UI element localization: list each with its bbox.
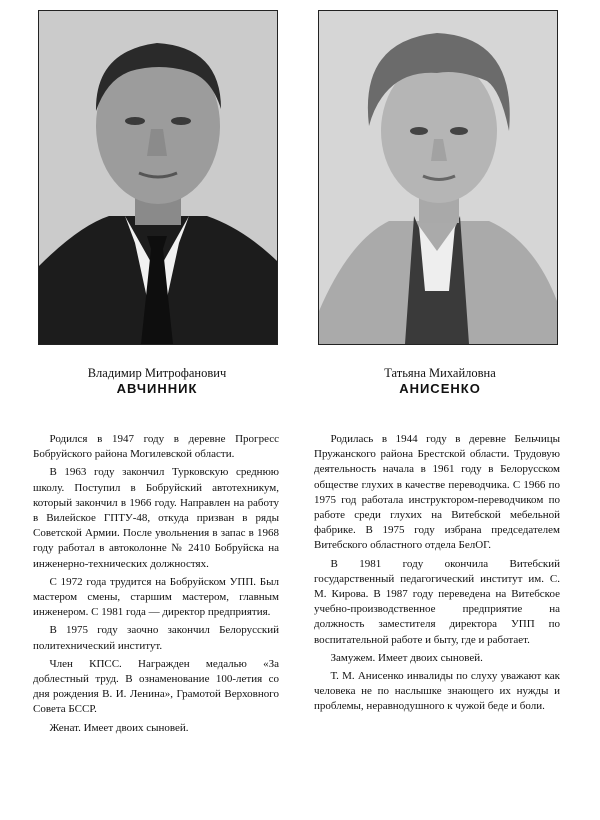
man-portrait-illustration — [39, 11, 277, 344]
bio-paragraph: Член КПСС. Награжден медалью «За доблестный труд. В ознаменование 100-летия со дня рождения В. И. Ленина», Грамотой Верховного Совета БССР. — [33, 657, 279, 716]
portrait-photo-left — [38, 10, 278, 345]
bio-paragraph: Женат. Имеет двоих сыновей. — [49, 721, 189, 734]
bio-paragraph: Родилась в 1944 году в деревне Бельчицы Пружанского района Брестской области. Трудовую деятельность начала в 1961 году в Белорусском обществе глухих в качестве переводчика. С 1966 по 1975 год работала инструктором-переводчиком по работе среди глухих на Витебской мебельной фабрике. В 1975 году избрана председателем Витебского областного отдела БелОГ. — [314, 433, 560, 552]
bio-paragraph: Родился в 1947 году в деревне Прогресс Бобруйского района Могилевской области. — [33, 433, 279, 461]
portrait-photo-right — [318, 10, 558, 345]
bio-paragraph: С 1972 года трудится на Бобруйском УПП. Был мастером смены, старшим мастером, главным инженером. С 1981 года — директор предприятия. — [33, 575, 279, 619]
bio-paragraph: В 1963 году закончил Турковскую среднюю школу. Поступил в Бобруйский автотехникум, который закончил в 1966 году. Направлен на работу в Вилейское ГПТУ-48, откуда призван в ряды Советской Армии. После увольнения в запас в 1968 году работал в автоколонне № 2410 Бобруйска на инженерно-технических должностях. — [33, 466, 279, 570]
biography-right — [314, 432, 560, 718]
given-names-right: Татьяна Михайловна — [384, 366, 496, 380]
bio-paragraph: В 1981 году окончила Витебский государственный педагогический институт им. С. М. Кирова. В 1987 году переведена на Витебское учебно-производственное предприятие на должность заместителя директора УПП по воспитательной работе и быту, где и работает. — [314, 557, 560, 646]
surname-left: АВЧИННИК — [116, 381, 198, 396]
bio-paragraph: Замужем. Имеет двоих сыновей. — [330, 651, 483, 664]
bio-paragraph: Т. М. Анисенко инвалиды по слуху уважают как человека не по наслышке знающего их нужды и проблемы, неравнодушного к чужой беде и боли. — [314, 670, 560, 713]
given-names-left: Владимир Митрофанович — [87, 366, 227, 380]
name-caption-right — [310, 365, 570, 397]
surname-right: АНИСЕНКО — [399, 381, 481, 396]
woman-portrait-illustration — [319, 11, 557, 344]
biography-left — [33, 432, 279, 739]
bio-paragraph: В 1975 году заочно закончил Белорусский политехнический институт. — [33, 624, 279, 652]
name-caption-left — [27, 365, 287, 397]
